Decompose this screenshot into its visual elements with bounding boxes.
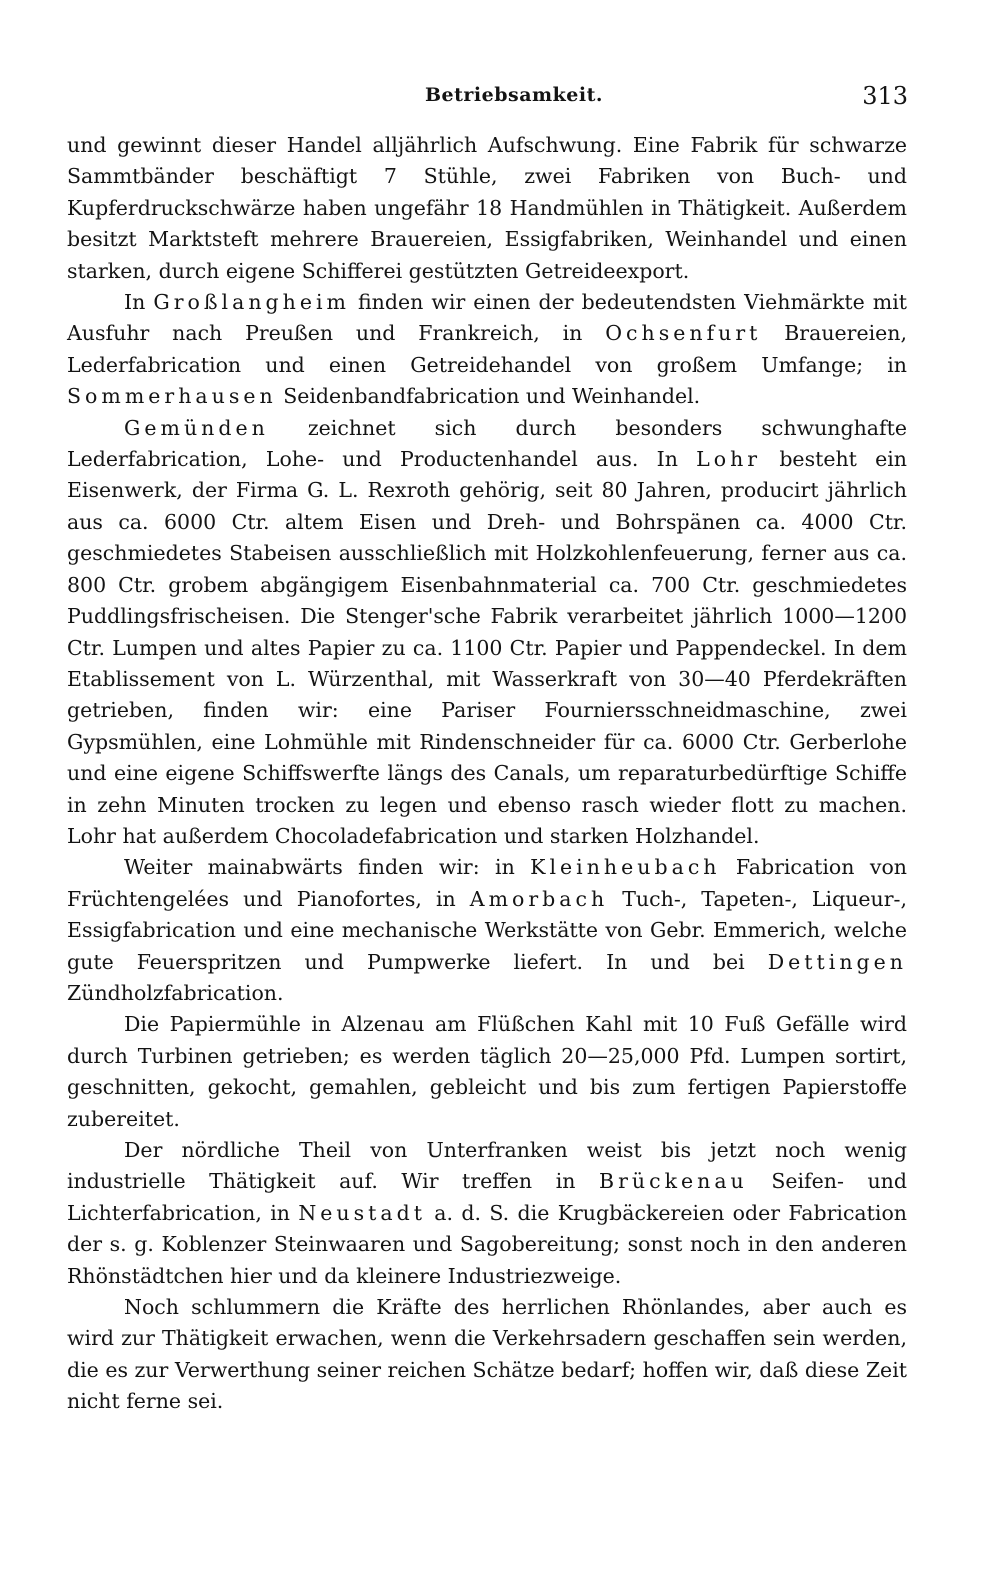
running-header — [0, 84, 1000, 118]
paragraph — [67, 130, 907, 287]
paragraph — [67, 1135, 907, 1292]
text-run: und gewinnt dieser Handel alljährlich Aufschwung. Eine Fabrik für schwarze Sammtbänder beschäftigt 7 Stühle, zwei Fabriken von Buch- und Kupferdruckschwärze haben ungefähr 18 Handmühlen in Thätigkeit. Außerdem besitzt Marktsteft mehrere Brauereien, Essigfabriken, Weinhandel und einen starken, durch eigene Schifferei gestützten Getreideexport. — [67, 133, 907, 283]
text-run: Brauereien, Lederfabrication und einen Getreidehandel von großem Umfange; in — [67, 321, 907, 377]
spaced-emphasis: Kleinheubach — [530, 855, 721, 880]
text-run: In — [124, 290, 154, 315]
spaced-emphasis: Dettingen — [767, 949, 907, 974]
text-run: Noch schlummern die Kräfte des herrlichen Rhönlandes, aber auch es wird zur Thätigkeit erwachen, wenn die Verkehrsadern geschaffen sein werden, die es zur Verwerthung seiner reichen Schätze bedarf; hoffen wir, daß diese Zeit nicht ferne sei. — [67, 1295, 907, 1414]
text-run: Fabrication von Früchtengelées und Pianofortes, in — [67, 855, 907, 911]
paragraph — [67, 287, 907, 413]
text-run: Seidenbandfabrication und Weinhandel. — [276, 384, 701, 409]
text-run: Tuch-, Tapeten-, Liqueur-, Essigfabrication und eine mechanische Werkstätte von Gebr. Emmerich, welche gute Feuerspritzen und Pumpwerke liefert. In und bei — [67, 886, 907, 974]
paragraph — [67, 1009, 907, 1135]
spaced-emphasis: Neustadt — [298, 1200, 426, 1225]
text-run: Der nördliche Theil von Unterfranken weist bis jetzt noch wenig industrielle Thätigkeit auf. Wir treffen in — [67, 1138, 907, 1194]
text-run: zeichnet sich durch besonders schwunghafte Lederfabrication, Lohe- und Productenhandel aus. In — [67, 415, 907, 472]
spaced-emphasis: Großlangheim — [153, 290, 350, 315]
text-run: a. d. S. die Krugbäckereien oder Fabrication der s. g. Koblenzer Steinwaaren und Sagobereitung; sonst noch in den anderen Rhönstädtchen hier und da kleinere Industriezweige. — [67, 1200, 907, 1288]
spaced-emphasis: Lohr — [696, 447, 762, 472]
spaced-emphasis: Amorbach — [469, 886, 609, 911]
body-text — [67, 130, 907, 1418]
spaced-emphasis: Ochsenfurt — [605, 321, 762, 346]
text-run: Weiter mainabwärts finden wir: in — [124, 855, 531, 880]
text-run: finden wir einen der bedeutendsten Viehmärkte mit Ausfuhr nach Preußen und Frankreich, in — [67, 290, 907, 346]
text-run: Seifen- und Lichterfabrication, in — [67, 1169, 907, 1225]
paragraph — [67, 852, 907, 1009]
paragraph — [67, 413, 907, 853]
text-run: Zündholzfabrication. — [67, 980, 284, 1005]
text-run: besteht ein Eisenwerk, der Firma G. L. Rexroth gehörig, seit 80 Jahren, producirt jährlich aus ca. 6000 Ctr. altem Eisen und Dreh- und Bohrspänen ca. 4000 Ctr. geschmiedetes Stabeisen ausschließlich mit Holzkohlenfeuerung, ferner aus ca. 800 Ctr. grobem abgängigem Eisenbahnmaterial ca. 700 Ctr. geschmiedetes Puddlingsfrischeisen. Die Stenger'sche Fabrik verarbeitet jährlich 1000—1200 Ctr. Lumpen und altes Papier zu ca. 1100 Ctr. Papier und Pappendeckel. In dem Etablissement von L. Würzenthal, mit Wasserkraft von 30—40 Pferdekräften getrieben, finden wir: eine Pariser Fourniersschneidmaschine, zwei Gypsmühlen, eine Lohmühle mit Rindenschneider für ca. 6000 Ctr. Gerberlohe und eine eigene Schiffswerfte längs des Canals, um reparaturbedürftige Schiffe in zehn Minuten trocken zu legen und ebenso rasch wieder flott zu machen. Lohr hat außerdem Chocoladefabrication und starken Holzhandel. — [67, 447, 907, 848]
running-head-title: Betriebsamkeit. — [425, 84, 603, 106]
spaced-emphasis: Gemünden — [124, 415, 269, 440]
page-number: 313 — [862, 82, 908, 110]
spaced-emphasis: Sommerhausen — [67, 384, 277, 409]
paragraph — [67, 1292, 907, 1418]
text-run: Die Papiermühle in Alzenau am Flüßchen Kahl mit 10 Fuß Gefälle wird durch Turbinen getrieben; es werden täglich 20—25,000 Pfd. Lumpen sortirt, geschnitten, gekocht, gemahlen, gebleicht und bis zum fertigen Papierstoffe zubereitet. — [67, 1012, 907, 1131]
spaced-emphasis: Brückenau — [599, 1169, 748, 1194]
